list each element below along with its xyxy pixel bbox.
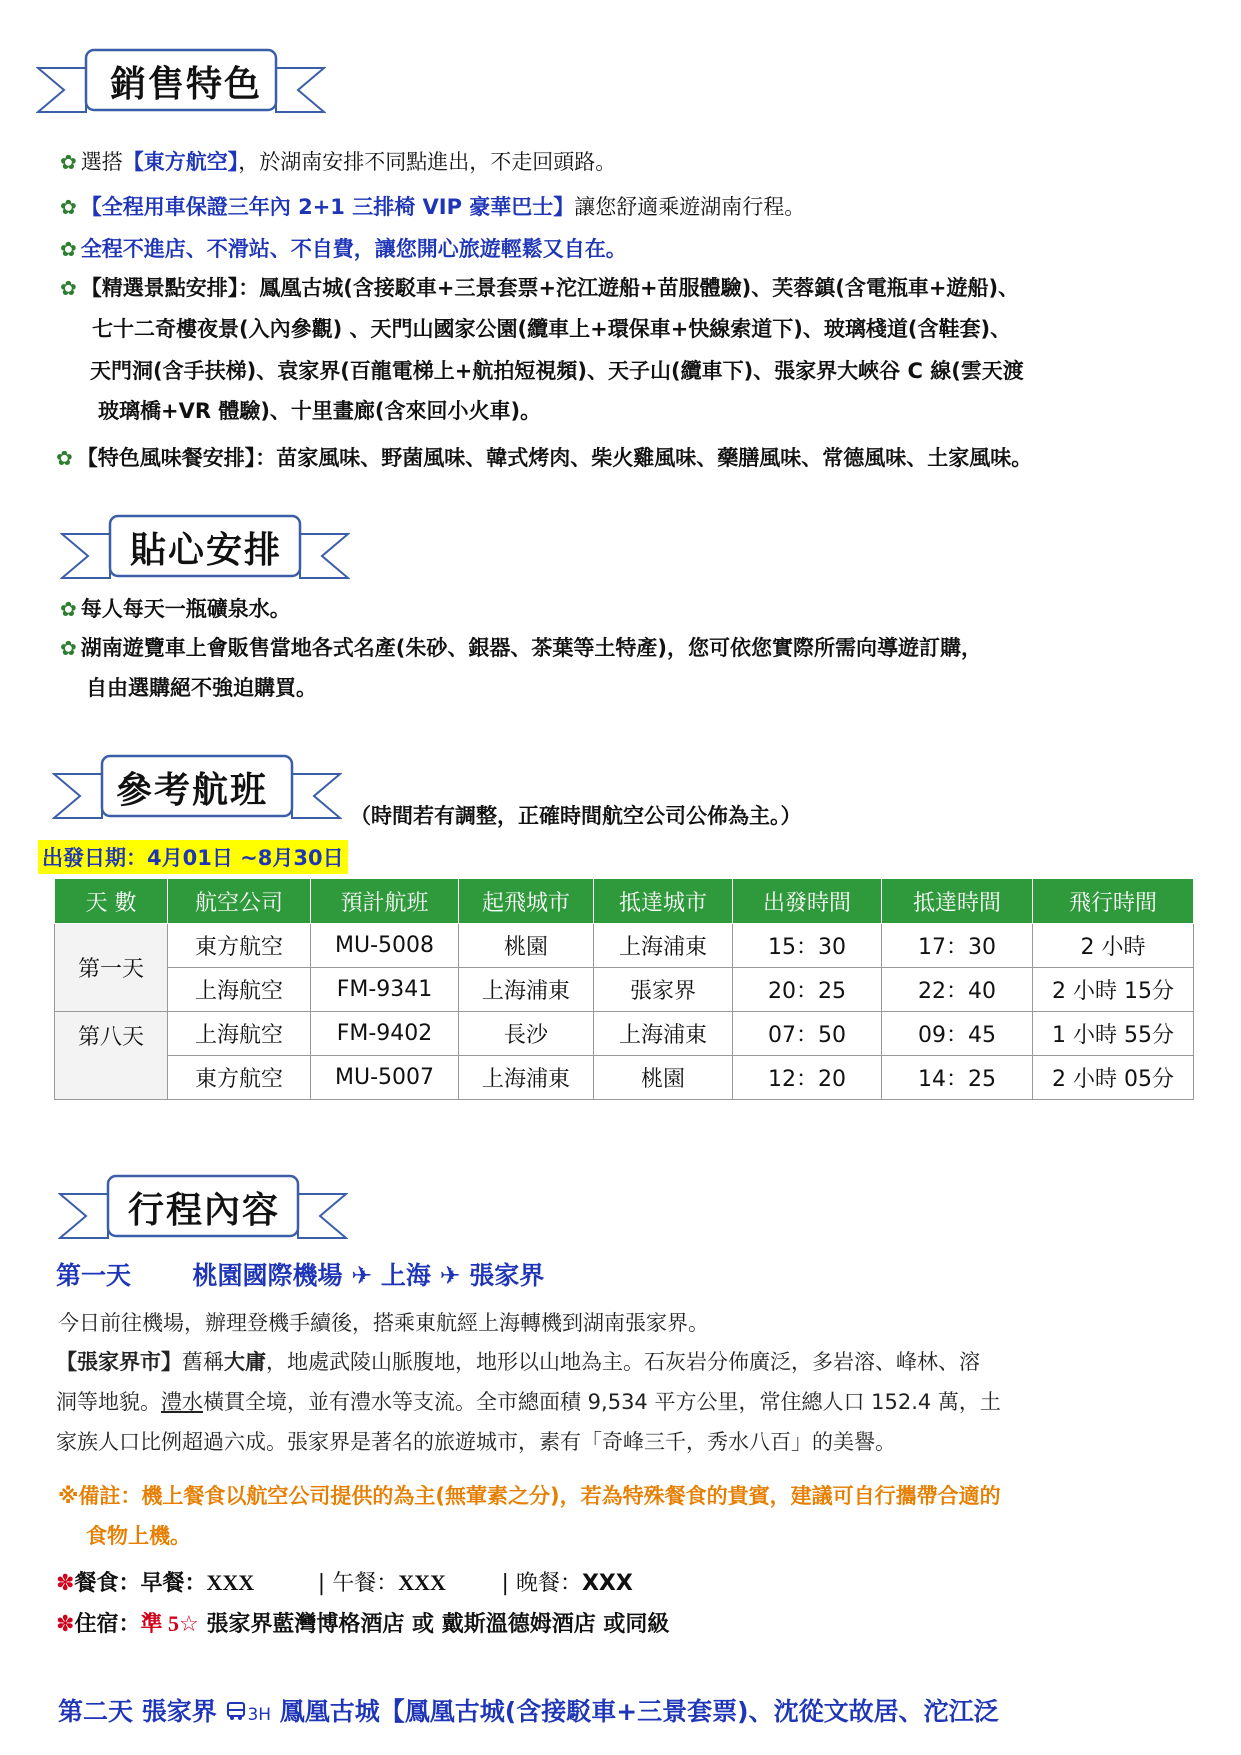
table-row <box>55 1012 1194 1056</box>
table-cell: 2 小時 05分 <box>1033 1056 1194 1100</box>
day1-remark: ※備註：機上餐食以航空公司提供的為主(無葷素之分)，若為特殊餐食的貴賓，建議可自行攜帶合適的 <box>58 1484 1001 1508</box>
table-cell: 07：50 <box>733 1012 882 1056</box>
section-title-itinerary: 行程內容 <box>128 1190 281 1231</box>
flower-icon: ✿ <box>60 150 77 174</box>
sales-item-1: ✿ 選搭【東方航空】，於湖南安排不同點進出，不走回頭路。 <box>60 150 617 174</box>
bus-time: 3H <box>247 1705 272 1725</box>
flight-table-header <box>55 879 1194 924</box>
col-header: 起飛城市 <box>459 879 594 924</box>
col-header: 抵達城市 <box>594 879 733 924</box>
day1-route-c: 張家界 <box>469 1261 545 1290</box>
day1-description: 今日前往機場，辦理登機手續後，搭乘東航經上海轉機到湖南張家界。 <box>58 1311 709 1335</box>
care-item-1: ✿ 每人每天一瓶礦泉水。 <box>60 597 291 621</box>
col-header: 天 數 <box>55 879 168 924</box>
table-cell: MU-5008 <box>311 924 459 968</box>
day1-route-b: 上海 <box>380 1261 431 1290</box>
table-cell: 1 小時 55分 <box>1033 1012 1194 1056</box>
section-ribbon-care <box>60 512 350 588</box>
bus-icon <box>225 1699 247 1728</box>
table-cell: 17：30 <box>882 924 1033 968</box>
sales-item-4-line-4: 玻璃橋+VR 體驗)、十里畫廊(含來回小火車)。 <box>98 399 542 423</box>
section-ribbon-flights <box>52 752 342 828</box>
table-cell: 上海浦東 <box>594 924 733 968</box>
table-row <box>55 924 1194 968</box>
table-cell: 桃園 <box>459 924 594 968</box>
section-ribbon-sales <box>36 46 326 122</box>
sales-item-4: ✿ 【精選景點安排】：鳳凰古城(含接駁車+三景套票+沱江遊船+苗服體驗)、芙蓉鎮(含電瓶車+遊船)、 <box>60 276 1020 300</box>
table-cell: 09：45 <box>882 1012 1033 1056</box>
section-title-care: 貼心安排 <box>130 530 283 571</box>
table-cell: 上海航空 <box>168 968 311 1012</box>
table-cell: FM-9341 <box>311 968 459 1012</box>
col-header: 抵達時間 <box>882 879 1033 924</box>
table-cell: 22：40 <box>882 968 1033 1012</box>
day1-meals: ✽餐食：早餐：XXX | 午餐：XXX | 晚餐：XXX <box>56 1570 633 1596</box>
col-header: 出發時間 <box>733 879 882 924</box>
table-cell: 12：20 <box>733 1056 882 1100</box>
day1-route-a: 桃園國際機場 <box>192 1261 343 1290</box>
table-cell: 20：25 <box>733 968 882 1012</box>
table-cell: 東方航空 <box>168 924 311 968</box>
sales-item-3: ✿ 全程不進店、不滑站、不自費，讓您開心旅遊輕鬆又自在。 <box>60 237 627 261</box>
day2-header <box>58 1692 999 1728</box>
plane-icon: ✈ <box>351 1261 381 1290</box>
day1-hotel: ✽住宿：準 5☆ 張家界藍灣博格酒店 或 戴斯溫德姆酒店 或同級 <box>56 1611 670 1637</box>
flower-red-icon: ✽ <box>56 1571 75 1596</box>
sales-item-5: ✿ 【特色風味餐安排】：苗家風味、野菌風味、韓式烤肉、柴火雞風味、藥膳風味、常德風味、土家風味。 <box>56 446 1033 470</box>
section-title-flights: 參考航班 <box>116 770 269 811</box>
flower-icon: ✿ <box>56 446 73 470</box>
table-cell: 桃園 <box>594 1056 733 1100</box>
table-cell: FM-9402 <box>311 1012 459 1056</box>
day-cell: 第八天 <box>55 1012 168 1100</box>
care-item-2: ✿ 湖南遊覽車上會販售當地各式名產(朱砂、銀器、茶葉等土特產)，您可依您實際所需向導遊訂購， <box>60 636 982 660</box>
flower-icon: ✿ <box>60 237 77 261</box>
day1-city-intro: 【張家界市】舊稱大庸，地處武陵山脈腹地，地形以山地為主。石灰岩分佈廣泛，多岩溶、峰林、溶 洞等地貌。澧水橫貫全境，並有澧水等支流。全市總面積 9,534 平方公里，常住總人口 152.4 萬，土 家族人口比例超過六成。張家界是著名的旅遊城市，素有「奇峰三千，秀水八百」的美譽。 <box>56 1350 1001 1454</box>
table-cell: 長沙 <box>459 1012 594 1056</box>
day1-label: 第一天 <box>56 1261 132 1290</box>
flower-icon: ✿ <box>60 636 77 660</box>
flight-time-note: （時間若有調整，正確時間航空公司公佈為主。） <box>350 804 802 828</box>
day1-remark-line-2: 食物上機。 <box>86 1524 191 1548</box>
table-cell: 2 小時 15分 <box>1033 968 1194 1012</box>
flight-table <box>54 878 1194 1100</box>
sales-item-4-line-2: 七十二奇樓夜景(入內參觀) 、天門山國家公園(纜車上+環保車+快線索道下)、玻璃棧道(含鞋套)、 <box>92 317 1012 341</box>
flower-red-icon: ✽ <box>56 1612 75 1637</box>
col-header: 飛行時間 <box>1033 879 1194 924</box>
day1-header <box>56 1256 544 1292</box>
col-header: 預計航班 <box>311 879 459 924</box>
col-header: 航空公司 <box>168 879 311 924</box>
day-cell: 第一天 <box>55 924 168 1012</box>
table-cell: 上海浦東 <box>459 1056 594 1100</box>
section-title-sales: 銷售特色 <box>110 64 263 105</box>
table-cell: 15：30 <box>733 924 882 968</box>
plane-icon: ✈ <box>439 1261 470 1290</box>
flower-icon: ✿ <box>60 276 77 300</box>
care-item-2-line-2: 自由選購絕不強迫購買。 <box>86 676 317 700</box>
departure-date: 出發日期：4月01日 ~8月30日 <box>38 840 348 874</box>
day2-label: 第二天 張家界 <box>58 1697 217 1726</box>
day2-route: 鳳凰古城【鳳凰古城(含接駁車+三景套票)、沈從文故居、沱江泛 <box>279 1697 999 1726</box>
flower-icon: ✿ <box>60 597 77 621</box>
sales-item-4-line-3: 天門洞(含手扶梯)、袁家界(百龍電梯上+航拍短視頻)、天子山(纜車下)、張家界大峽谷 C 線(雲天渡 <box>90 359 1024 383</box>
table-cell: 張家界 <box>594 968 733 1012</box>
section-ribbon-itinerary <box>58 1172 348 1248</box>
flower-icon: ✿ <box>60 195 77 219</box>
table-cell: 上海航空 <box>168 1012 311 1056</box>
table-row <box>55 968 1194 1012</box>
table-cell: 上海浦東 <box>459 968 594 1012</box>
table-cell: 14：25 <box>882 1056 1033 1100</box>
table-cell: 上海浦東 <box>594 1012 733 1056</box>
star-icon: ☆ <box>178 1612 199 1637</box>
table-row <box>55 1056 1194 1100</box>
sales-item-2: ✿ 【全程用車保證三年內 2+1 三排椅 VIP 豪華巴士】讓您舒適乘遊湖南行程。 <box>60 195 806 219</box>
table-cell: MU-5007 <box>311 1056 459 1100</box>
table-cell: 2 小時 <box>1033 924 1194 968</box>
table-cell: 東方航空 <box>168 1056 311 1100</box>
